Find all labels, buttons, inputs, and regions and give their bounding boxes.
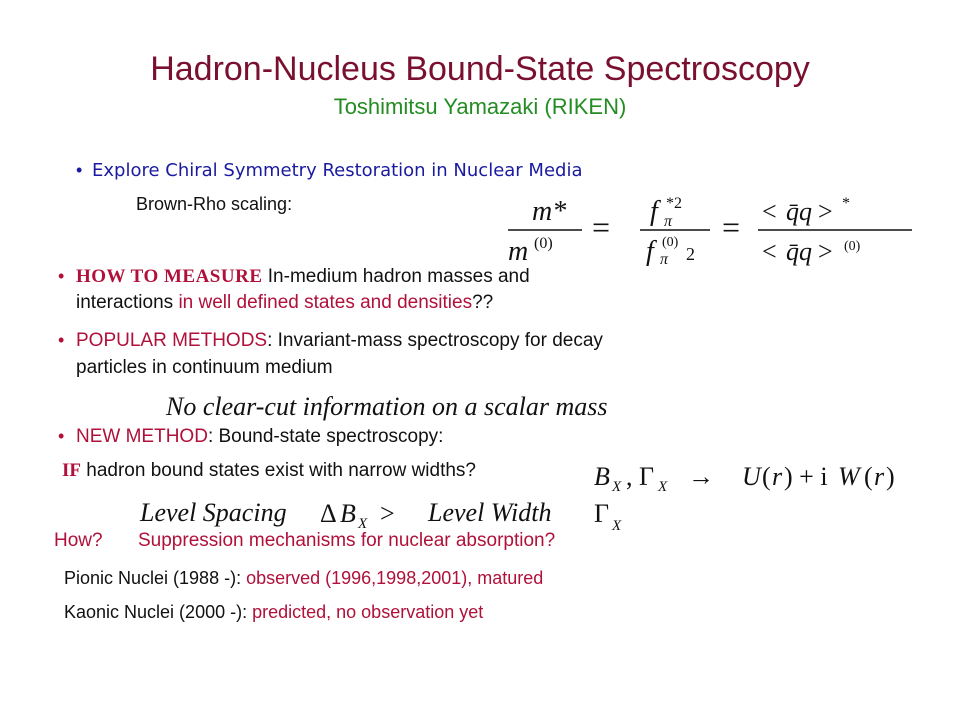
delta-bx-symbol (318, 494, 424, 534)
page-subtitle: Toshimitsu Yamazaki (RIKEN) (333, 94, 627, 119)
svg-text:, Γ: , Γ (626, 462, 655, 491)
svg-text:<: < (762, 237, 777, 266)
suppression-question: Suppression mechanisms for nuclear absorption? (138, 530, 556, 551)
pionic-nuclei-line (64, 568, 543, 589)
how-to-measure-line2 (76, 292, 493, 314)
svg-text:>: > (818, 237, 833, 266)
svg-text:X: X (612, 518, 622, 534)
kaonic-label: Kaonic Nuclei (2000 -): (64, 602, 253, 622)
page-title: Hadron-Nucleus Bound-State Spectroscopy (150, 50, 810, 88)
svg-text:<: < (762, 197, 777, 226)
svg-text:=: = (722, 209, 741, 245)
level-width-label: Level Width (428, 498, 552, 527)
well-defined-text: in well defined states and densities (178, 292, 473, 313)
explore-bullet: Explore Chiral Symmetry Restoration in Nuclear Media (92, 160, 583, 181)
kaonic-nuclei-line (64, 602, 483, 623)
svg-text:m*: m* (532, 196, 567, 227)
svg-text:f: f (646, 236, 654, 267)
svg-text:(0): (0) (844, 239, 861, 254)
kaonic-predicted: predicted, no observation yet (252, 602, 484, 622)
svg-text:): ) (886, 462, 895, 491)
bullet-dot: • (58, 266, 65, 286)
svg-text:Δ: Δ (320, 499, 337, 528)
bullet-dot: • (58, 330, 65, 350)
svg-text:W: W (838, 462, 860, 491)
no-clear-cut-note: No clear-cut information on a scalar mass (166, 392, 608, 421)
svg-text:m: m (508, 236, 529, 267)
svg-text:(0): (0) (534, 235, 553, 252)
svg-text:(0): (0) (662, 235, 679, 250)
bullet-dot: • (76, 160, 83, 180)
svg-text:π: π (660, 251, 669, 268)
svg-text:B: B (340, 499, 356, 528)
pionic-observed: observed (1996,1998,2001), (246, 568, 478, 588)
gamma-x-symbol (592, 494, 632, 536)
svg-text:B: B (594, 462, 610, 491)
svg-text:Γ: Γ (594, 499, 610, 528)
svg-text:U: U (742, 462, 761, 491)
svg-text:X: X (358, 516, 368, 532)
brown-rho-formula (500, 190, 920, 268)
how-to-measure-label: HOW TO MEASURE (76, 266, 263, 287)
svg-text:>: > (380, 499, 395, 528)
svg-text:→: → (688, 462, 714, 491)
new-method-line (76, 426, 443, 448)
how-question: How? (54, 530, 103, 551)
potential-formula (592, 455, 922, 497)
svg-text:q̄q: q̄q (786, 237, 812, 266)
brown-rho-label: Brown-Rho scaling: (136, 194, 293, 214)
new-method-label: NEW METHOD (76, 426, 208, 447)
new-method-rest: : Bound-state spectroscopy: (207, 426, 444, 447)
svg-text:r: r (772, 462, 783, 491)
popular-methods-rest: : Invariant-mass spectroscopy for decay (267, 330, 603, 351)
svg-text:f: f (650, 196, 658, 227)
svg-text:2: 2 (686, 244, 695, 264)
level-spacing-label: Level Spacing (140, 498, 287, 527)
svg-text:>: > (818, 197, 833, 226)
question-marks: ?? (472, 292, 494, 313)
svg-text:*2: *2 (666, 195, 682, 212)
if-rest: hadron bound states exist with narrow widths? (81, 460, 476, 481)
interactions-text: interactions (76, 292, 179, 313)
svg-text:r: r (874, 462, 885, 491)
if-line (62, 460, 476, 482)
svg-text:(: ( (864, 462, 873, 491)
how-to-measure-rest: In-medium hadron masses and (262, 266, 530, 287)
svg-text:X: X (658, 479, 668, 495)
svg-text:(: ( (762, 462, 771, 491)
svg-text:π: π (664, 213, 673, 230)
if-label: IF (62, 460, 81, 481)
svg-text:=: = (592, 209, 611, 245)
how-to-measure-line1 (76, 266, 530, 288)
pionic-matured: matured (477, 568, 544, 588)
svg-text:X: X (612, 479, 622, 495)
popular-line1 (76, 330, 603, 352)
pionic-label: Pionic Nuclei (1988 -): (64, 568, 247, 588)
svg-text:q̄q: q̄q (786, 197, 812, 226)
svg-text:) + i: ) + i (784, 462, 828, 491)
popular-line2: particles in continuum medium (76, 357, 333, 378)
svg-text:*: * (842, 195, 850, 212)
bullet-dot: • (58, 426, 65, 446)
popular-methods-label: POPULAR METHODS (76, 330, 268, 351)
